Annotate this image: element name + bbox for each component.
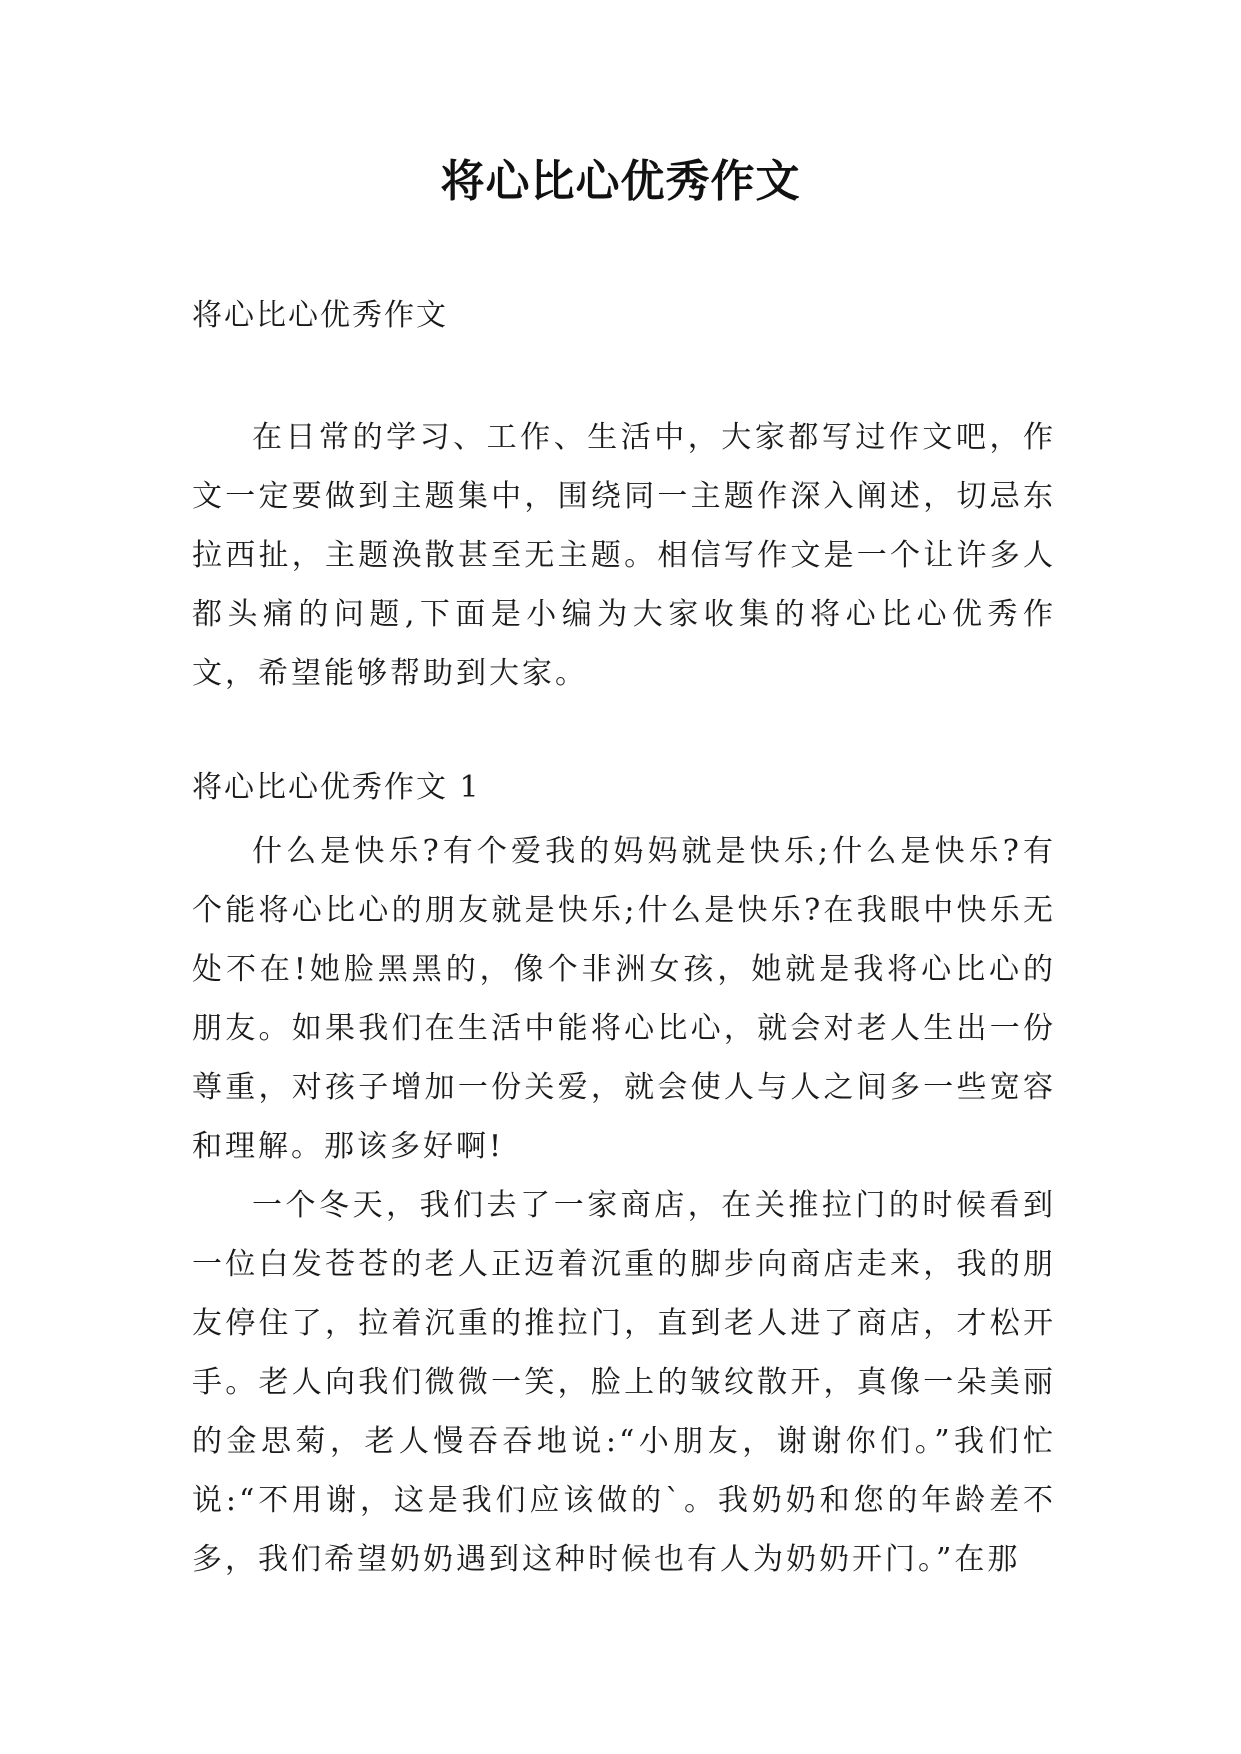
document-subtitle: 将心比心优秀作文 (192, 298, 448, 333)
intro-paragraph: 在日常的学习、工作、生活中，大家都写过作文吧，作文一定要做到主题集中，围绕同一主题作深入阐述，切忌东拉西扯，主题涣散甚至无主题。相信写作文是一个让许多人都头痛的问题,下面是小编为大家收集的将心比心优秀作文，希望能够帮助到大家。 (192, 420, 1056, 691)
paragraph: 什么是快乐?有个爱我的妈妈就是快乐;什么是快乐?有个能将心比心的朋友就是快乐;什么是快乐?在我眼中快乐无处不在!她脸黑黑的，像个非洲女孩，她就是我将心比心的朋友。如果我们在生活中能将心比心，就会对老人生出一份尊重，对孩子增加一份关爱，就会使人与人之间多一些宽容和理解。那该多好啊! (192, 834, 1056, 1164)
document-title: 将心比心优秀作文 (440, 156, 801, 207)
section-heading: 将心比心优秀作文 1 (192, 770, 481, 805)
intro-section (192, 408, 1056, 703)
paragraph: 一个冬天，我们去了一家商店，在关推拉门的时候看到一位白发苍苍的老人正迈着沉重的脚步向商店走来，我的朋友停住了，拉着沉重的推拉门，直到老人进了商店，才松开手。老人向我们微微一笑，脸上的皱纹散开，真像一朵美丽的金思菊，老人慢吞吞地说:“小朋友，谢谢你们。”我们忙说:“不用谢，这是我们应该做的`。我奶奶和您的年龄差不多，我们希望奶奶遇到这种时候也有人为奶奶开门。”在那 (192, 1188, 1056, 1577)
section-body (192, 822, 1056, 1589)
